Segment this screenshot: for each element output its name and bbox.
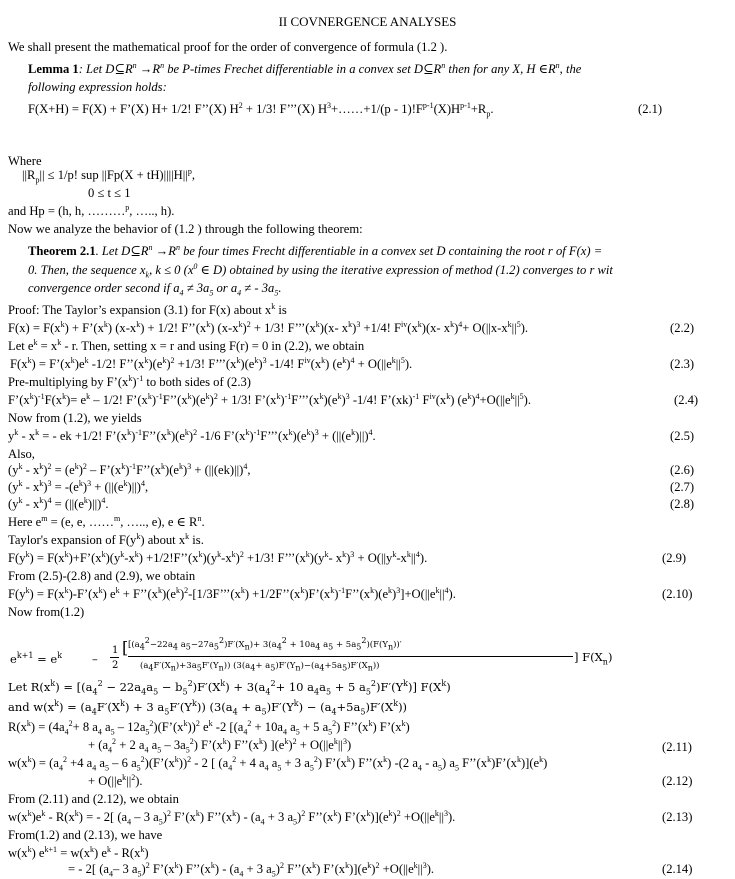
equation-2-11-line1: $R(x^k) = (4a_4^2+ 8$ $a_4$ $a_5$ – $12a_5^2)(F’(x^k))^2$ $e^k$ -2 [($a_4^2 + 10a_4$ $a_5 + 5$ $a_5^2$) $F’’(x^k)$ $F’(x^k)$ <box>8 718 410 737</box>
sub: 4 <box>179 288 184 298</box>
minus-sign: – <box>92 652 98 666</box>
equation-2-4: $F’(x^k)^{-1}F(x^k)= e^k - 1/2$! $F’(x^k)^{-1}F’’(x^k)(e^k)^2 + 1/3$! $F’(x^k)^{-1}F’’’(x^k)(e^k)^3$ -1/4! F’(xk)$^{-1}$ $F^{iv}(x^k)$ $(e^k)^4+O(||e^k||^5)$. <box>8 391 531 407</box>
eq-number-2-9: (2.9) <box>662 551 687 565</box>
sub: k <box>145 270 150 280</box>
from-text-2: From (2.11) and (2.12), we obtain <box>8 792 179 806</box>
sup: 3 <box>327 100 332 110</box>
equation-2-12-line1: $w(x^k) = (a_4^2 +4$ $a_4$ $a_5 - 6$ $a_5^2)(F’(x^k))^2 - 2$ [ ($a_4^2 + 4$ $a_4$ $a_5 + 3$ $a_5^2$) $F’(x^k)$ $F’’(x^k)$ -(2 $a_4 - a_5$) $a_5$ $F’’(x^k)F’(x^k)](e^k)$ <box>8 754 548 773</box>
theorem-text: be four times Frecht differentiable in a convex set D containing the root r of F(x) = <box>179 244 603 258</box>
equation-2-1 <box>28 100 494 119</box>
section-heading: II COVNERGENCE ANALYSES <box>278 14 457 29</box>
lemma-text: : Let D⊆R <box>78 62 133 76</box>
sup: n <box>441 60 446 70</box>
sup: k <box>271 301 276 311</box>
intro-text: We shall present the mathematical proof for the order of convergence of formula (1.2 ). <box>8 40 448 54</box>
sup: n <box>148 242 153 252</box>
sub: p <box>35 175 40 185</box>
lemma-statement <box>28 62 581 76</box>
eq-number-2-5: (2.5) <box>670 429 695 443</box>
sub: 4 <box>237 288 242 298</box>
eq-number-2-6: (2.6) <box>670 463 695 477</box>
now-text: Now from (1.2), we yields <box>8 411 142 425</box>
eq-number-2-10: (2.10) <box>662 587 693 601</box>
theorem-text: or a <box>213 281 238 295</box>
theorem-line3 <box>28 281 282 298</box>
fraction-line <box>128 656 573 657</box>
eq-number-2-12: (2.12) <box>662 774 693 788</box>
proof-text: is <box>275 303 287 317</box>
from-text-1: From (2.5)-(2.8) and (2.9), we obtain <box>8 569 196 583</box>
proof-text: Pre-multiplying by F’(x <box>8 375 129 389</box>
equation-2-9: $F(y^k)$ = $F(x^k)+F’(x^k)(y^k-x^k)$ $+1/2!F’’(x^k)(y^k-x^k)^2 +1/3$! $F’’’(x^k)(y^k-$ $x^k)^3 + O(||y^k-x^k||^4)$. <box>8 549 428 565</box>
lemma-text: , the <box>559 62 582 76</box>
theorem-text: ≠ 3a <box>183 281 210 295</box>
eq-number-2-7: (2.7) <box>670 480 695 494</box>
equation-2-13: $w(x^k)e^k - R(x^k)$ = - 2[ ($a_4 - 3$ $a_5)^2$ $F’(x^k)$ $F’’(x^k) - (a_4 + 3$ $a_5)^2$ $F’’(x^k)$ $F’(x^k)](e^k)^2 +O(||e^k||^3)$. <box>8 808 456 827</box>
half-num: 1 <box>112 645 119 656</box>
half-line <box>110 657 119 658</box>
eq-part: + 1/3! F’’’(X) H <box>242 102 328 116</box>
let-error: Let $e^k = x^k - r$. Then, setting x = r and using F(r) = 0 in (2.2), we obtain <box>8 337 365 353</box>
sup: n <box>555 60 560 70</box>
eq-number-2-8: (2.8) <box>670 497 695 511</box>
taylor-text: Taylor's expansion of $F(y^k)$ about $x^k$ is. <box>8 531 204 547</box>
and-w-definition: and $w(x^k) = (a_4F'(X^k) + 3$ $a_5F'(Y^k)$) $(3(a_4 + a_5)F'(Y^k) - (a_4+5a_5)F'(X^k))$ <box>8 699 408 717</box>
half-den: 2 <box>112 660 119 671</box>
eq-number-2-13: (2.13) <box>662 810 693 824</box>
bracket-left: [ <box>122 638 129 657</box>
sup: p-1 <box>460 100 471 110</box>
let-R-definition: Let $R(x^k) = [(a_4^2 - 22a_4a_5 - b_5^2)F'(X^k) + 3(a_4^2+ 10$ $a_4a_5 + 5$ $a_5^2)F'(Y^k)$] $F(X^k)$ <box>8 679 451 697</box>
proof-text: Taylor's expansion of F(y <box>8 533 137 547</box>
sup: 0 <box>193 261 198 271</box>
eq-part: . <box>490 102 494 116</box>
sup: n <box>132 60 137 70</box>
equation-2-12-line2: + $O(||e^k||^2)$. <box>88 772 143 788</box>
sup: n <box>175 242 180 252</box>
eq-number-2-11: (2.11) <box>662 740 692 754</box>
proof-text: Proof: The Taylor’s expansion (3.1) for F(x) about x <box>8 303 272 317</box>
theorem-text: . <box>278 281 282 295</box>
fraction-numerator: [($a_4^2-22a_4$ $a_5-27a_5^2)F'(X_n)+ 3(a_4^2 + 10a_4$ $a_5 + 5a_5^2)(F(Y_n))'$ <box>128 636 402 652</box>
theorem-text: ≠ - 3a <box>241 281 275 295</box>
eq-part: (X)H <box>433 102 461 116</box>
lemma-text: be P-times Frechet differentiable in a convex set D⊆R <box>164 62 442 76</box>
pre-multiply-text: Pre-multiplying by $F’(x^k)^{-1}$ to both sides of (2.3) <box>8 373 251 389</box>
lemma-label: Lemma 1 <box>28 62 79 76</box>
equation-2-14-line2: = - 2[ ($a_4-$ 3 $a_5)^2$ $F’(x^k)$ $F’’(x^k) - (a_4 + 3$ $a_5)^2$ $F’’(x^k)$ $F’(x^k)](e^k)^2 +O(||e^k||^3)$. <box>68 860 435 879</box>
rp-bound <box>22 166 195 185</box>
equation-2-5: $y^k - x^k$ = - ek +1/2! $F’(x^k)^{-1}F’’(x^k)(e^k)^2$ -1/6 $F’(x^k)^{-1}F’’’(x^k)(e^k)^3 + (||(e^k)||)^4$. <box>8 427 376 443</box>
proof-text: Let e <box>8 339 34 353</box>
where-label: Where <box>8 154 42 168</box>
sub: 5 <box>274 288 279 298</box>
eq-part: F(X+H) = F(X) + F’(X) H+ 1/2! F’’(X) H <box>28 102 239 116</box>
equation-2-2: $F(x) = F(x^k)$ + $F’(x^k) (x-x^k) + 1/2$! $F’’(x^k) (x-x^k)^2 + 1/3$! $F’’’(x^k)(x-$ $x^k)^3 +1/4$! $F^{iv}(x^k)(x-$ $x^k)^4+ O(||x-x^k||^5)$. <box>8 319 529 335</box>
theorem-text: . Let D⊆R <box>95 244 149 258</box>
eq-part: || ≤ 1/p! sup ||Fp(X + tH)||||H|| <box>39 168 188 182</box>
eq-number-2-4: (2.4) <box>674 393 699 407</box>
eq-part: ||R <box>22 168 36 182</box>
eq-number-2-2: (2.2) <box>670 321 695 335</box>
equation-2-7: $(y^k - x^k)^3 = -(e^k)^3 + (||(e^k)||)^4$, <box>8 478 149 494</box>
theorem-line1 <box>28 244 602 258</box>
hp-definition <box>8 204 174 218</box>
equation-2-8: $(y^k - x^k)^4 = (||(e^k)||)^4$. <box>8 495 109 511</box>
theorem-text: , k ≤ 0 (x <box>149 263 194 277</box>
also-text: Also, <box>8 447 35 461</box>
equation-2-14-line1: $w(x^k) e^{k+1} = w(x^k)$ $e^k - R(x^k)$ <box>8 844 149 860</box>
eq-part: , ….., h). <box>129 204 175 218</box>
proof-text: Here e <box>8 515 42 529</box>
sup: p-1 <box>422 100 434 110</box>
equation-2-10: $F(y^k)$ = $F(x^k)-F’(x^k) e^k$ + $F’’(x^k)(e^k)^2-[1/3F’’’(x^k)$ $+1/2F’’(x^k)F’(x^k)^{-1}F’’(x^k)(e^k)^3]+O(||e^k||^4)$. <box>8 585 456 601</box>
proof-text: Let R(x <box>8 680 51 694</box>
proof-intro <box>8 303 287 317</box>
lemma-text: then for any X, H ∈R <box>445 62 556 76</box>
from-text-3: From(1.2) and (2.13), we have <box>8 828 163 842</box>
sup: p <box>125 202 130 212</box>
equation-2-11-line2: + ($a_4^2 + 2$ $a_4$ $a_5 - 3a_5^2$) $F’(x^k)$ $F’’(x^k) ](e^k)^2 + O(||e^k||^3)$ <box>88 736 352 755</box>
analyze-text: Now we analyze the behavior of (1.2 ) through the following theorem: <box>8 222 363 236</box>
lemma-text: →R <box>136 62 161 76</box>
theorem-text: →R <box>152 244 176 258</box>
eq-number-2-3: (2.3) <box>670 357 695 371</box>
lemma-line2: following expression holds: <box>28 80 167 94</box>
sup: 2 <box>238 100 243 110</box>
theorem-label: Theorem 2.1 <box>28 244 96 258</box>
equation-2-6: $(y^k - x^k)^2 = (e^k)^2$ – $F’(x^k)^{-1}F’’(x^k)(e^k)^3 + (||(ek)||)^4$, <box>8 461 251 477</box>
now-from-text: Now from(1.2) <box>8 605 85 619</box>
equation-2-3: $F(x^k)$ = $F’(x^k)e^k$ -1/2! $F’’(x^k)(e^k)^2 +1/3$! $F’’’(x^k)(e^k)^3$ -1/4! $F^{iv}(x^k) (e^k)^4 + O(||e^k||^5)$. <box>10 355 413 371</box>
iteration-lhs: $e^{k+1} = e^k$ <box>10 651 63 666</box>
proof-text: and w(x <box>8 700 55 714</box>
eq-part: +R <box>470 102 487 116</box>
here-text: Here $e^m = (e$, e, ……$^m$, ….., e), e ∈ $R^n$. <box>8 513 205 529</box>
sup: n <box>160 60 165 70</box>
eq-part: , <box>191 168 195 182</box>
theorem-text: convergence order second if a <box>28 281 180 295</box>
t-range: 0 ≤ t ≤ 1 <box>88 186 131 200</box>
eq-part: and Hp = (h, h, ……… <box>8 204 126 218</box>
fraction-denominator: $(a_4F'(X_n)+3a_5F'(Y_n))$ $(3(a_4+ a_5)F'(Y_n)-(a_4+5a_5)F'(X_n))$ <box>140 661 380 673</box>
eq-number-2-14: (2.14) <box>662 862 693 876</box>
theorem-line2 <box>28 261 613 280</box>
theorem-text: 0. Then, the sequence x <box>28 263 146 277</box>
sub: p <box>486 109 491 119</box>
sub: 5 <box>209 288 214 298</box>
eq-part: +……+1/(p - 1)!F <box>331 102 423 116</box>
theorem-text: ∈ D) obtained by using the iterative expression of method (1.2) converges to r wit <box>197 263 613 277</box>
eq-part: F(x) = F(x <box>8 321 61 335</box>
bracket-right: ] $F(X_n)$ <box>574 650 613 667</box>
eq-number-2-1: (2.1) <box>638 102 663 116</box>
sup: p <box>187 166 192 176</box>
